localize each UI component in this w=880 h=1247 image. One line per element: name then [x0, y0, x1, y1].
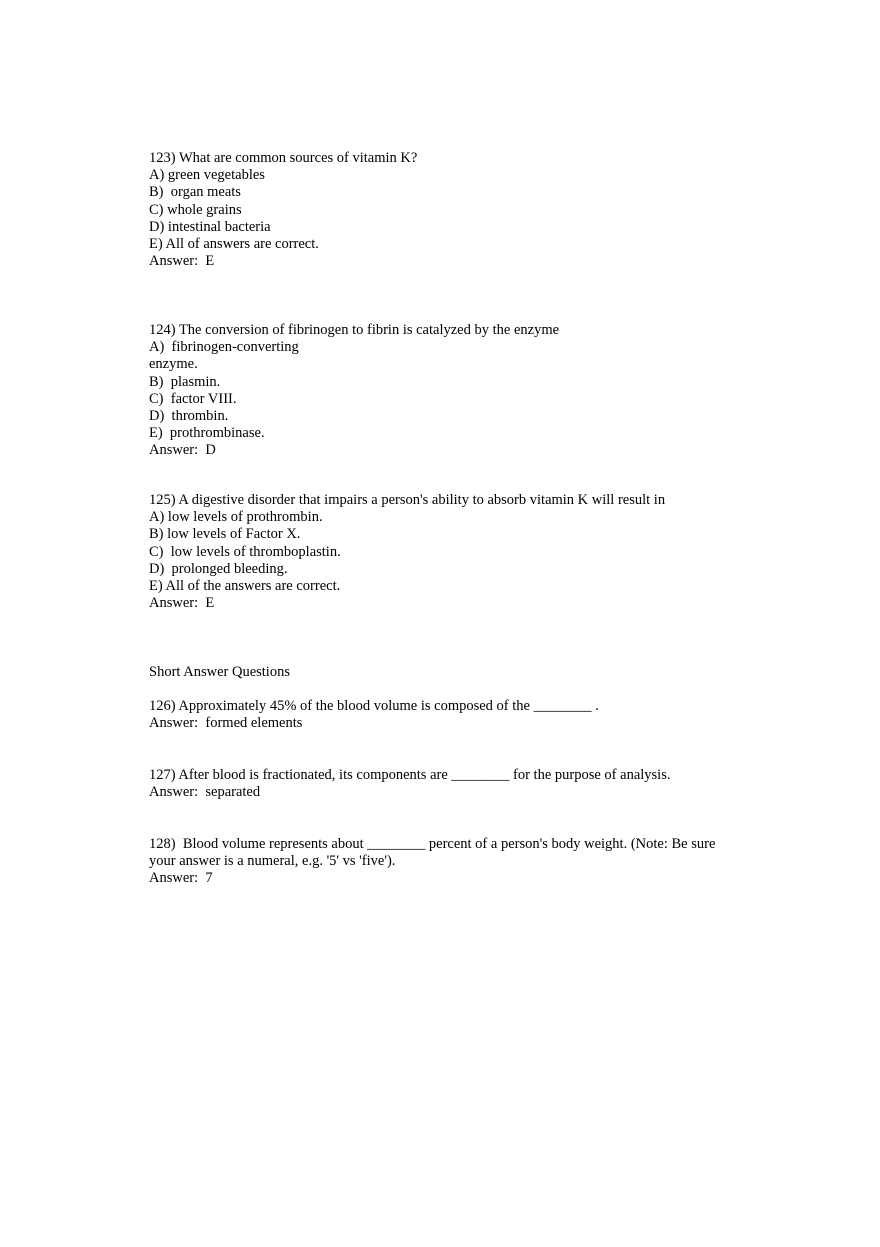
option-b: B) organ meats: [149, 184, 241, 201]
question-125: [149, 492, 665, 612]
option-b: B) low levels of Factor X.: [149, 526, 301, 543]
option-c: C) whole grains: [149, 201, 242, 218]
question-text: 125) A digestive disorder that impairs a person's ability to absorb vitamin K will result in: [149, 492, 666, 508]
question-text: 127) After blood is fractionated, its components are ________ for the purpose of analysis.: [149, 767, 671, 783]
option-d: D) prolonged bleeding.: [149, 560, 288, 577]
option-c: C) low levels of thromboplastin.: [149, 543, 341, 560]
question-text: 124) The conversion of fibrinogen to fibrin is catalyzed by the enzyme: [149, 322, 560, 338]
question-text: 126) Approximately 45% of the blood volume is composed of the ________ .: [149, 698, 599, 714]
answer: Answer: E: [149, 253, 215, 270]
question-text: 123) What are common sources of vitamin K?: [149, 150, 418, 166]
option-a: A) fibrinogen-converting: [149, 339, 299, 356]
question-text: 128) Blood volume represents about ________ percent of a person's body weight. (Note: Be sure: [149, 836, 716, 852]
option-c: C) factor VIII.: [149, 390, 237, 407]
answer: Answer: E: [149, 595, 215, 612]
question-text-continued: your answer is a numeral, e.g. '5' vs 'five').: [149, 853, 396, 870]
answer: Answer: D: [149, 442, 216, 459]
option-e: E) prothrombinase.: [149, 425, 265, 442]
option-d: D) intestinal bacteria: [149, 218, 271, 235]
option-a: A) low levels of prothrombin.: [149, 509, 323, 526]
section-heading: [149, 664, 290, 681]
answer: Answer: separated: [149, 784, 261, 801]
option-a-continued: enzyme.: [149, 356, 198, 373]
question-126: [149, 698, 599, 732]
question-123: [149, 150, 417, 270]
answer: Answer: 7: [149, 870, 213, 887]
question-128: [149, 836, 715, 888]
option-e: E) All of the answers are correct.: [149, 578, 341, 595]
section-title: Short Answer Questions: [149, 664, 290, 680]
question-124: [149, 322, 559, 460]
option-a: A) green vegetables: [149, 167, 265, 184]
option-e: E) All of answers are correct.: [149, 236, 319, 253]
question-127: [149, 767, 670, 801]
option-d: D) thrombin.: [149, 408, 229, 425]
answer: Answer: formed elements: [149, 715, 303, 732]
option-b: B) plasmin.: [149, 373, 221, 390]
